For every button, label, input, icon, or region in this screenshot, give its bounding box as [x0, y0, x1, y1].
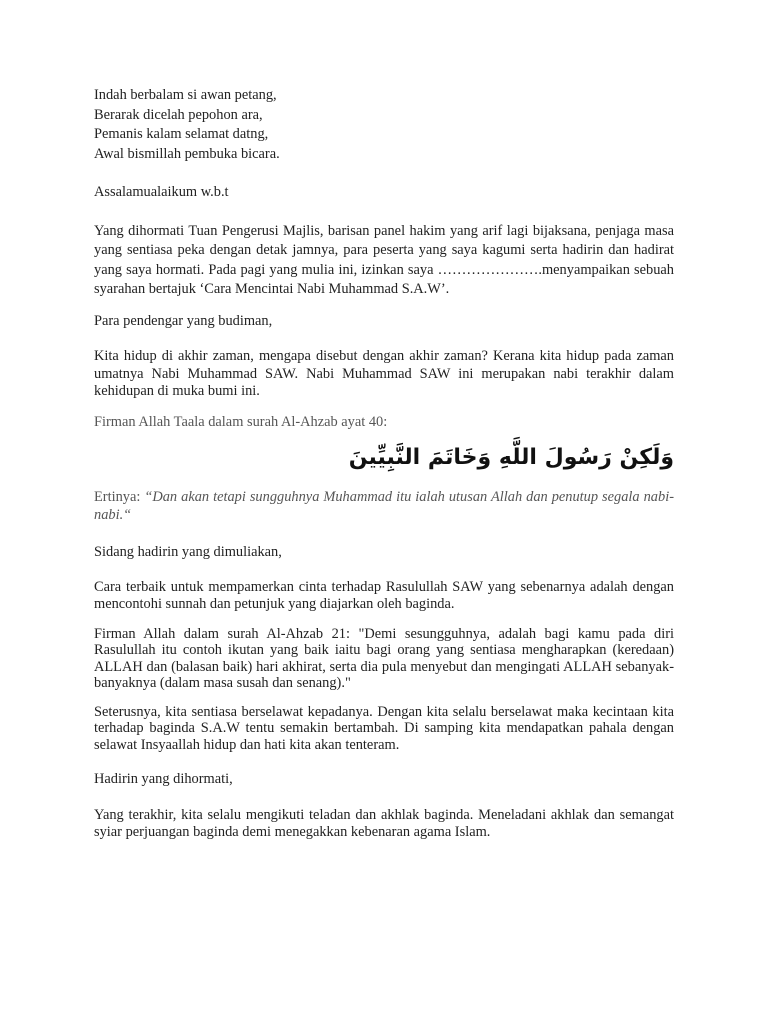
quran-verse-arabic: وَلَكِنْ رَسُولَ اللَّهِ وَخَاتَمَ النَّبِيِّينَ [348, 445, 674, 470]
poem-line: Pemanis kalam selamat datng, [94, 126, 269, 142]
opening-poem [94, 86, 674, 164]
poem-line: Berarak dicelah pepohon ara, [94, 106, 263, 123]
paragraph-end-times: Kita hidup di akhir zaman, mengapa disebut dengan akhir zaman? Kerana kita hidup pada zaman umatnya Nabi Muhammad SAW. Nabi Muhammad SAW ini merupakan nabi terakhir dalam kehidupan di muka bumi ini. [94, 348, 674, 399]
address-audience: Para pendengar yang budiman, [94, 312, 273, 329]
document-page [94, 86, 674, 841]
verse-translation [94, 488, 674, 524]
translation-label: Ertinya: [94, 489, 145, 505]
paragraph-selawat: Seterusnya, kita sentiasa berselawat kepadanya. Dengan kita selalu berselawat maka kecintaan kita terhadap baginda S.A.W tentu semakin bertambah. Di samping kita mendapatkan pahala dengan selawat Insyaallah hidup dan hati kita akan tenteram. [94, 703, 674, 753]
quran-verse-intro: Firman Allah Taala dalam surah Al-Ahzab ayat 40: [94, 413, 388, 430]
address-respected-audience: Hadirin yang dihormati, [94, 771, 233, 787]
address-honoured-audience: Sidang hadirin yang dimuliakan, [94, 544, 282, 560]
paragraph-best-way: Cara terbaik untuk mempamerkan cinta terhadap Rasulullah SAW yang sebenarnya adalah dengan mencontohi sunnah dan petunjuk yang diajarkan oleh baginda. [94, 578, 674, 612]
poem-line: Awal bismillah pembuka bicara. [94, 145, 280, 162]
paragraph-al-ahzab-21: Firman Allah dalam surah Al-Ahzab 21: "Demi sesungguhnya, adalah bagi kamu pada diri Rasulullah itu contoh ikutan yang baik iaitu bagi orang yang sentiasa mengharapkan (keredaan) ALLAH dan (balasan baik) hari akhirat, serta dia pula menyebut dan mengingati ALLAH sebanyak-banyaknya (dalam masa susah dan senang)." [94, 625, 674, 691]
translation-text: “Dan akan tetapi sungguhnya Muhammad itu ialah utusan Allah dan penutup segala nabi-nabi.“ [94, 489, 674, 523]
greeting: Assalamualaikum w.b.t [94, 184, 229, 200]
intro-paragraph: Yang dihormati Tuan Pengerusi Majlis, barisan panel hakim yang arif lagi bijaksana, penjaga masa yang sentiasa peka dengan detak jamnya, para peserta yang saya kagumi serta hadirin dan hadirat yang saya hormati. Pada pagi yang mulia ini, izinkan saya ………………….menyampaikan sebuah syarahan bertajuk ‘Cara Mencintai Nabi Muhammad S.A.W’. [94, 222, 674, 297]
poem-line: Indah berbalam si awan petang, [94, 87, 277, 103]
paragraph-final: Yang terakhir, kita selalu mengikuti teladan dan akhlak baginda. Meneladani akhlak dan semangat syiar perjuangan baginda demi menegakkan kebenaran agama Islam. [94, 806, 674, 840]
